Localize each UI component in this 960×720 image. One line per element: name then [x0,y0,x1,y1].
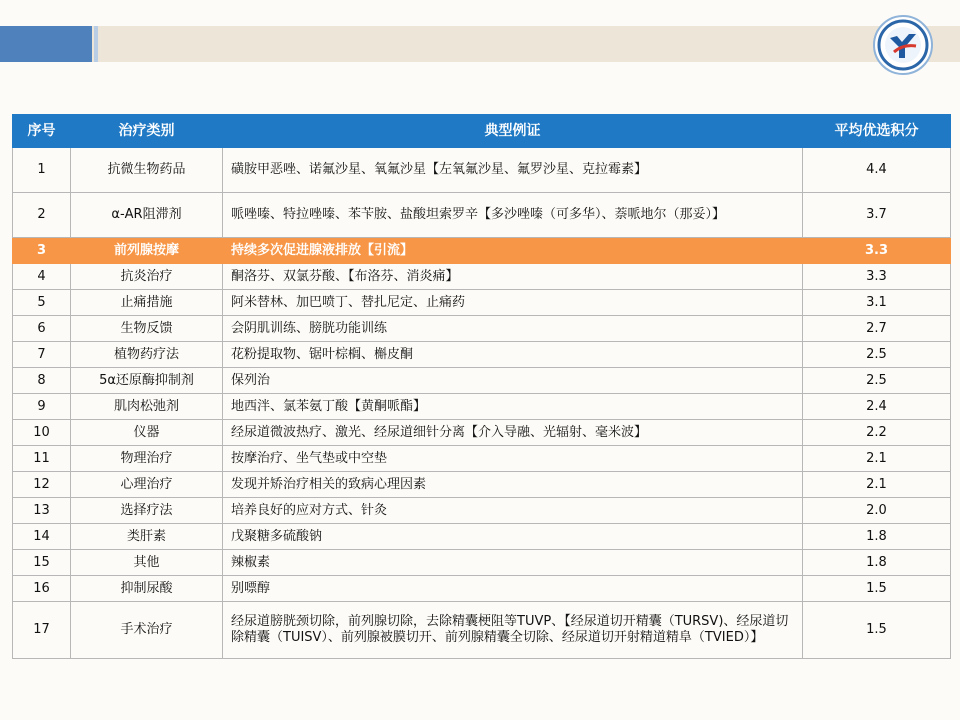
row-score: 1.5 [803,602,951,659]
row-category: 抗微生物药品 [71,148,223,193]
row-category: α-AR阻滞剂 [71,193,223,238]
row-no: 11 [13,446,71,472]
row-category: 仪器 [71,420,223,446]
row-no: 8 [13,368,71,394]
table-row-highlighted [13,238,951,264]
row-no: 13 [13,498,71,524]
row-example: 经尿道膀胱颈切除，前列腺切除，去除精囊梗阻等TUVP、【经尿道切开精囊（TURSV)、经尿道切除精囊（TUISV）、前列腺被膜切开、前列腺精囊全切除、经尿道切开射精道精阜（TVIED）】 [223,602,803,659]
row-example: 会阴肌训练、膀胱功能训练 [223,316,803,342]
row-category: 植物药疗法 [71,342,223,368]
table-row [13,193,951,238]
table-row [13,472,951,498]
row-score: 2.1 [803,446,951,472]
row-score: 4.4 [803,148,951,193]
row-score: 2.5 [803,342,951,368]
row-example: 别嘌醇 [223,576,803,602]
row-example: 花粉提取物、锯叶棕榈、槲皮酮 [223,342,803,368]
row-example: 酮洛芬、双氯芬酸、【布洛芬、消炎痛】 [223,264,803,290]
row-no: 17 [13,602,71,659]
table-row [13,550,951,576]
row-example: 阿米替林、加巴喷丁、替扎尼定、止痛药 [223,290,803,316]
row-category: 类肝素 [71,524,223,550]
row-no: 12 [13,472,71,498]
table-row [13,148,951,193]
row-example: 保列治 [223,368,803,394]
row-example: 培养良好的应对方式、针灸 [223,498,803,524]
row-score: 2.0 [803,498,951,524]
row-example: 发现并矫治疗相关的致病心理因素 [223,472,803,498]
table-row [13,446,951,472]
row-score: 1.8 [803,550,951,576]
row-category: 止痛措施 [71,290,223,316]
row-category: 肌肉松弛剂 [71,394,223,420]
row-example: 经尿道微波热疗、激光、经尿道细针分离【介入导融、光辐射、毫米波】 [223,420,803,446]
row-example: 按摩治疗、坐气垫或中空垫 [223,446,803,472]
table-row [13,420,951,446]
table-row [13,264,951,290]
row-example: 磺胺甲恶唑、诺氟沙星、氧氟沙星【左氧氟沙星、氟罗沙星、克拉霉素】 [223,148,803,193]
row-no: 16 [13,576,71,602]
table-row [13,368,951,394]
header-accent-stripe [94,26,98,62]
row-score: 3.7 [803,193,951,238]
treatment-table [12,114,951,659]
row-score: 2.7 [803,316,951,342]
row-example: 地西泮、氯苯氨丁酸【黄酮哌酯】 [223,394,803,420]
row-no: 1 [13,148,71,193]
row-no: 6 [13,316,71,342]
row-no: 4 [13,264,71,290]
row-no: 7 [13,342,71,368]
row-score: 3.3 [803,264,951,290]
row-category: 手术治疗 [71,602,223,659]
table-row [13,394,951,420]
row-category: 选择疗法 [71,498,223,524]
school-emblem-icon [872,14,934,76]
row-score: 2.1 [803,472,951,498]
row-score: 2.2 [803,420,951,446]
row-score: 3.1 [803,290,951,316]
row-category: 抑制尿酸 [71,576,223,602]
table-row [13,576,951,602]
table-header-row [13,115,951,148]
table-row [13,342,951,368]
row-no: 10 [13,420,71,446]
row-example: 哌唑嗪、特拉唑嗪、苯苄胺、盐酸坦索罗辛【多沙唑嗪（可多华）、萘哌地尔（那妥）】 [223,193,803,238]
row-no: 14 [13,524,71,550]
table-row [13,602,951,659]
table-row [13,524,951,550]
header-accent-block [0,26,92,62]
row-category: 5α还原酶抑制剂 [71,368,223,394]
header-no: 序号 [13,115,71,148]
row-example: 持续多次促进腺液排放【引流】 [223,238,803,264]
row-score: 1.5 [803,576,951,602]
header-score: 平均优选积分 [803,115,951,148]
table-row [13,290,951,316]
header-band [0,26,960,62]
row-category: 抗炎治疗 [71,264,223,290]
row-example: 戊聚糖多硫酸钠 [223,524,803,550]
row-category: 心理治疗 [71,472,223,498]
table-row [13,316,951,342]
row-category: 生物反馈 [71,316,223,342]
row-no: 15 [13,550,71,576]
row-no: 3 [13,238,71,264]
header-example: 典型例证 [223,115,803,148]
row-category: 其他 [71,550,223,576]
row-category: 物理治疗 [71,446,223,472]
row-no: 9 [13,394,71,420]
row-score: 3.3 [803,238,951,264]
row-example: 辣椒素 [223,550,803,576]
row-score: 2.5 [803,368,951,394]
table-row [13,498,951,524]
header-category: 治疗类别 [71,115,223,148]
row-score: 2.4 [803,394,951,420]
row-category: 前列腺按摩 [71,238,223,264]
row-no: 5 [13,290,71,316]
row-score: 1.8 [803,524,951,550]
row-no: 2 [13,193,71,238]
